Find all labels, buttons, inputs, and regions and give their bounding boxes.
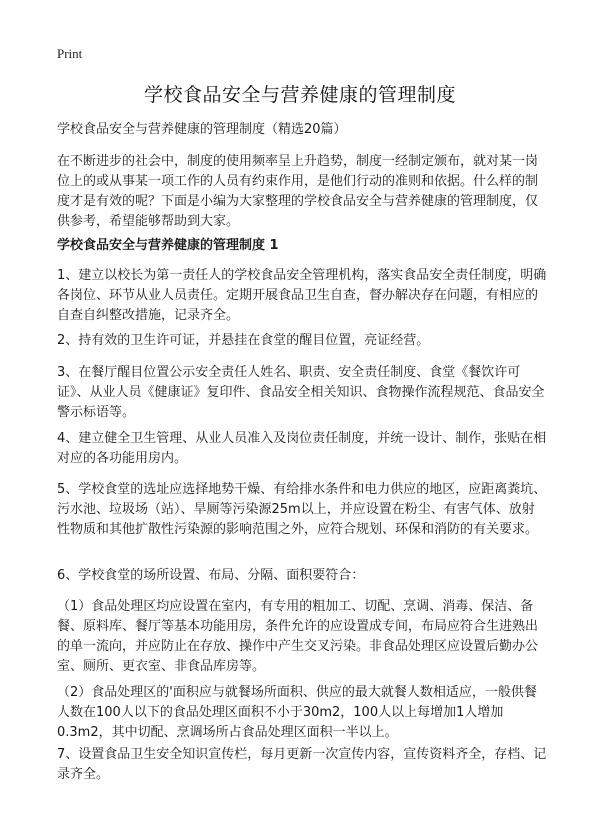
intro-paragraph: 在不断进步的社会中，制度的使用频率呈上升趋势，制度一经制定颁布，就对某一岗位上的或从事某一项工作的人员有约束作用，是他们行动的准则和依据。什么样的制度才是有效的呢？下面是小编为大家整理的学校食品安全与营养健康的管理制度，仅供参考，希望能够帮助到大家。 xyxy=(57,154,539,229)
list-item: （2）食品处理区的'面积应与就餐场所面积、供应的最大就餐人数相适应，一般供餐人数在100人以下的食品处理区面积不小于30m2，100人以上每增加1人增加0.3m2，其中切配、烹调场所占食品处理区面积一半以上。 xyxy=(57,685,537,740)
list-item: 5、学校食堂的选址应选择地势干燥、有给排水条件和电力供应的地区，应距离粪坑、污水池、垃圾场（站）、旱厕等污染源25m以上，并应设置在粉尘、有害气体、放射性物质和其他扩散性污染源的影响范围之外，应符合规划、环保和消防的有关要求。 xyxy=(57,482,547,537)
list-item: 6、学校食堂的场所设置、布局、分隔、面积要符合： xyxy=(57,568,365,583)
print-label[interactable]: Print xyxy=(57,46,83,61)
list-item: 3、在餐厅醒目位置公示安全责任人姓名、职责、安全责任制度、食堂《餐饮许可证》、从业人员《健康证》复印件、食品安全相关知识、食物操作流程规范、食品安全警示标语等。 xyxy=(57,365,545,420)
list-item: 2、持有效的卫生许可证，并悬挂在食堂的醒目位置，亮证经营。 xyxy=(57,333,430,348)
page-title: 学校食品安全与营养健康的管理制度 xyxy=(143,84,456,106)
list-item: 1、建立以校长为第一责任人的学校食品安全管理机构，落实食品安全责任制度，明确各岗位、环节从业人员责任。定期开展食品卫生自查，督办解决存在问题，有相应的自查自纠整改措施，记录齐全。 xyxy=(57,268,547,323)
list-item: （1）食品处理区均应设置在室内，有专用的粗加工、切配、烹调、消毒、保洁、备餐、原料库、餐厅等基本功能用房，条件允许的应设置成专间，布局应符合生进熟出的单一流向，并应防止在存放、操作中产生交叉污染。非食品处理区应设置后勤办公室、厕所、更衣室、非食品库房等。 xyxy=(57,599,539,674)
list-item: 7、设置食品卫生安全知识宣传栏，每月更新一次宣传内容，宣传资料齐全，存档、记录齐全。 xyxy=(57,747,547,782)
section-heading: 学校食品安全与营养健康的管理制度 1 xyxy=(57,238,279,253)
subtitle: 学校食品安全与营养健康的管理制度（精选20篇） xyxy=(57,122,347,137)
list-item: 4、建立健全卫生管理、从业人员准入及岗位责任制度，并统一设计、制作，张贴在相对应的各功能用房内。 xyxy=(57,431,547,466)
